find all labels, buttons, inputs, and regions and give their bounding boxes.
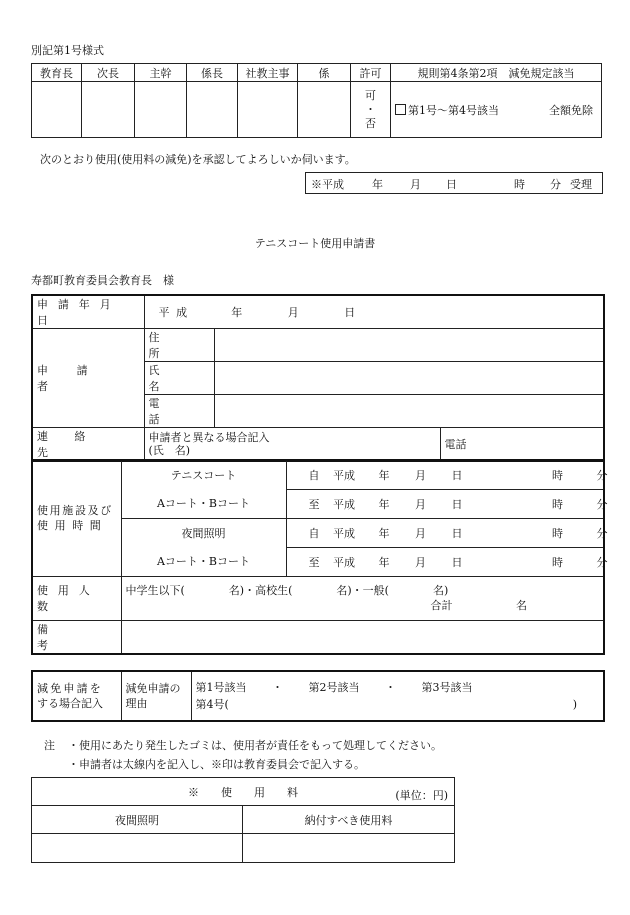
stamp-deputy[interactable]: [82, 82, 135, 138]
total-unit: 名: [516, 598, 527, 612]
addressee: 寿都町教育委員会教育長 様: [31, 274, 174, 287]
name-field[interactable]: [214, 362, 604, 395]
usage-table: [31, 459, 608, 655]
day: 日: [451, 555, 463, 569]
fee-unit: (単位：円): [395, 789, 448, 802]
option-3[interactable]: 第3号該当: [421, 681, 473, 694]
date-value[interactable]: [144, 295, 604, 329]
fee-table: [31, 777, 455, 863]
fee-title: ※ 使 用 料: [188, 785, 298, 799]
address-label: 住所: [144, 329, 214, 362]
hour: 時: [552, 468, 563, 482]
approval-request-text: 次のとおり使用(使用料の減免)を承認してよろしいか伺います。: [40, 153, 356, 166]
era: 平成: [333, 468, 355, 482]
date-era: 平成: [158, 306, 194, 319]
from-label: 自: [308, 526, 320, 540]
reduction-label-2: する場合記入: [37, 697, 103, 710]
dot: ・: [272, 681, 283, 694]
hour: 時: [552, 555, 563, 569]
tennis-courts: Aコート・Bコート: [121, 489, 286, 518]
stamp-social-ed[interactable]: [238, 82, 298, 138]
day: 日: [451, 497, 463, 511]
applicant-label: 申請者: [32, 329, 144, 428]
fee-title-cell: [32, 778, 455, 806]
rule-full: 全額免除: [549, 103, 593, 117]
fee-payable-value[interactable]: [243, 834, 455, 863]
reason-options[interactable]: [191, 671, 604, 721]
minute: 分: [596, 555, 608, 569]
stamp-chief[interactable]: [135, 82, 187, 138]
rule-option: 第1号～第4号該当: [408, 103, 499, 117]
night-to-row[interactable]: [286, 547, 608, 576]
month: 月: [415, 555, 426, 569]
option-4-close: ): [572, 698, 577, 711]
contact-name-label: (氏 名): [148, 444, 191, 457]
night-from-row[interactable]: [286, 518, 608, 547]
year: 年: [378, 497, 390, 511]
reduction-label: 減免申請を: [37, 682, 103, 695]
date-day: 日: [344, 306, 356, 319]
night-courts: Aコート・Bコート: [121, 547, 286, 576]
checkbox-icon[interactable]: [395, 104, 406, 115]
facility-label-cell: [32, 460, 121, 576]
dot: ・: [385, 681, 396, 694]
minute: 分: [596, 497, 608, 511]
date-month: 月: [287, 306, 299, 319]
receipt-mark: ※平成: [311, 178, 344, 191]
night-label: 夜間照明: [121, 518, 286, 547]
tennis-label: テニスコート: [121, 460, 286, 489]
month: 月: [415, 468, 426, 482]
to-label: 至: [308, 497, 320, 511]
to-label: 至: [308, 555, 320, 569]
stamp-superintendent[interactable]: [32, 82, 82, 138]
stamp-staff[interactable]: [298, 82, 351, 138]
option-4[interactable]: 第4号(: [195, 698, 229, 711]
receipt-box: [305, 172, 603, 194]
contact-label: 連絡先: [32, 428, 144, 462]
month: 月: [415, 526, 426, 540]
remarks-field[interactable]: [121, 620, 604, 654]
facility-label: 使用施設及び: [37, 504, 113, 518]
note-1: ・使用にあたり発生したゴミは、使用者が責任をもって処理してください。: [68, 739, 442, 752]
header-rule: 規則第4条第2項 減免規定該当: [391, 64, 602, 82]
reason-label-cell: [121, 671, 191, 721]
option-2[interactable]: 第2号該当: [308, 681, 360, 694]
note-2: ・申請者は太線内を記入し、※印は教育委員会で記入する。: [68, 758, 365, 771]
contact-phone[interactable]: 電話: [440, 428, 604, 462]
form-number-label: 別記第1号様式: [31, 44, 104, 57]
total-label: 合計: [430, 598, 453, 612]
receipt-month: 月: [410, 178, 421, 191]
tennis-to-row[interactable]: [286, 489, 608, 518]
era: 平成: [333, 526, 355, 540]
contact-field[interactable]: [144, 428, 440, 462]
year: 年: [378, 526, 390, 540]
era: 平成: [333, 555, 355, 569]
phone-field[interactable]: [214, 395, 604, 428]
hour: 時: [552, 526, 563, 540]
permit-dot: ・: [365, 102, 376, 116]
receipt-hour: 時: [514, 178, 525, 191]
receipt-received: 受理: [570, 178, 592, 191]
date-year: 年: [231, 306, 243, 319]
header-permit: 許可: [351, 64, 391, 82]
header-deputy: 次長: [82, 64, 135, 82]
fee-col-payable: 納付すべき使用料: [243, 806, 455, 834]
notes-prefix: 注: [44, 739, 55, 752]
people-label: 使用人数: [32, 576, 121, 620]
receipt-year: 年: [372, 178, 383, 191]
people-field[interactable]: [121, 576, 604, 620]
day: 日: [451, 526, 463, 540]
remarks-label: 備考: [32, 620, 121, 654]
header-section-head: 係長: [187, 64, 238, 82]
permit-no: 否: [365, 116, 376, 130]
header-chief: 主幹: [135, 64, 187, 82]
address-field[interactable]: [214, 329, 604, 362]
contact-note: 申請者と異なる場合記入: [148, 431, 270, 444]
time-label: 使用時間: [37, 519, 108, 533]
from-label: 自: [308, 468, 320, 482]
header-superintendent: 教育長: [32, 64, 82, 82]
phone-label: 電話: [144, 395, 214, 428]
fee-night-value[interactable]: [32, 834, 243, 863]
stamp-section-head[interactable]: [187, 82, 238, 138]
year: 年: [378, 555, 390, 569]
receipt-day: 日: [446, 178, 457, 191]
month: 月: [415, 497, 426, 511]
day: 日: [451, 468, 463, 482]
tennis-from-row[interactable]: [286, 460, 608, 489]
fee-col-night: 夜間照明: [32, 806, 243, 834]
era: 平成: [333, 497, 355, 511]
hour: 時: [552, 497, 563, 511]
reason-label-2: 理由: [125, 697, 148, 710]
date-label: 申請年月日: [32, 295, 144, 329]
people-line: 中学生以下( 名)・高校生( 名)・一般( 名): [125, 583, 449, 597]
option-1[interactable]: 第1号該当: [195, 681, 247, 694]
minute: 分: [596, 468, 608, 482]
rule-cell[interactable]: [391, 82, 602, 138]
approval-table: [31, 63, 602, 138]
reduction-label-cell: [32, 671, 121, 721]
minute: 分: [596, 526, 608, 540]
header-social-ed: 社教主事: [238, 64, 298, 82]
year: 年: [378, 468, 390, 482]
receipt-minute: 分: [550, 178, 561, 191]
reason-label: 減免申請の: [125, 682, 181, 695]
reduction-table: [31, 670, 605, 722]
header-staff: 係: [298, 64, 351, 82]
name-label: 氏名: [144, 362, 214, 395]
page-title: テニスコート使用申請書: [254, 237, 376, 250]
permit-cell[interactable]: [351, 82, 391, 138]
applicant-table: [31, 294, 605, 462]
permit-yes: 可: [365, 88, 376, 102]
